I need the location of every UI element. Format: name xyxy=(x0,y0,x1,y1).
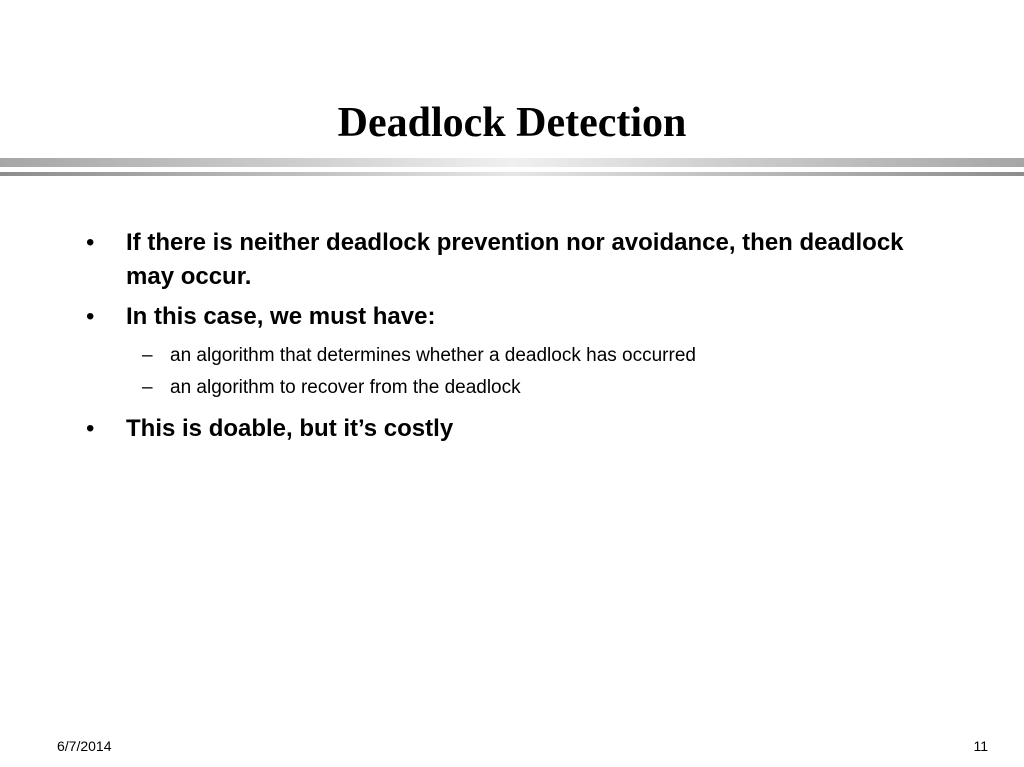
bullet-item xyxy=(86,300,946,334)
bullet-item xyxy=(86,226,946,294)
bullet-marker: • xyxy=(86,229,95,256)
bullet-list xyxy=(86,226,946,452)
bullet-marker: • xyxy=(86,415,95,442)
footer-date: 6/7/2014 xyxy=(57,738,112,754)
bullet-marker: • xyxy=(86,303,95,330)
sub-bullet-marker: – xyxy=(142,377,153,398)
sub-bullet-text: an algorithm to recover from the deadlock xyxy=(170,377,521,398)
sub-bullet-text: an algorithm that determines whether a deadlock has occurred xyxy=(170,345,696,366)
slide-title: Deadlock Detection xyxy=(337,100,687,146)
sub-bullet-list xyxy=(86,340,946,404)
bullet-item xyxy=(86,412,946,446)
sub-bullet-item xyxy=(86,340,946,372)
sub-bullet-item xyxy=(86,372,946,404)
bullet-text: If there is neither deadlock prevention nor avoidance, then deadlock may occur. xyxy=(126,229,904,290)
title-divider-top xyxy=(0,158,1024,167)
title-divider-bottom xyxy=(0,172,1024,176)
bullet-text: This is doable, but it’s costly xyxy=(126,415,454,442)
bullet-text: In this case, we must have: xyxy=(126,303,436,330)
page-number: 11 xyxy=(973,738,988,754)
sub-bullet-marker: – xyxy=(142,345,153,366)
